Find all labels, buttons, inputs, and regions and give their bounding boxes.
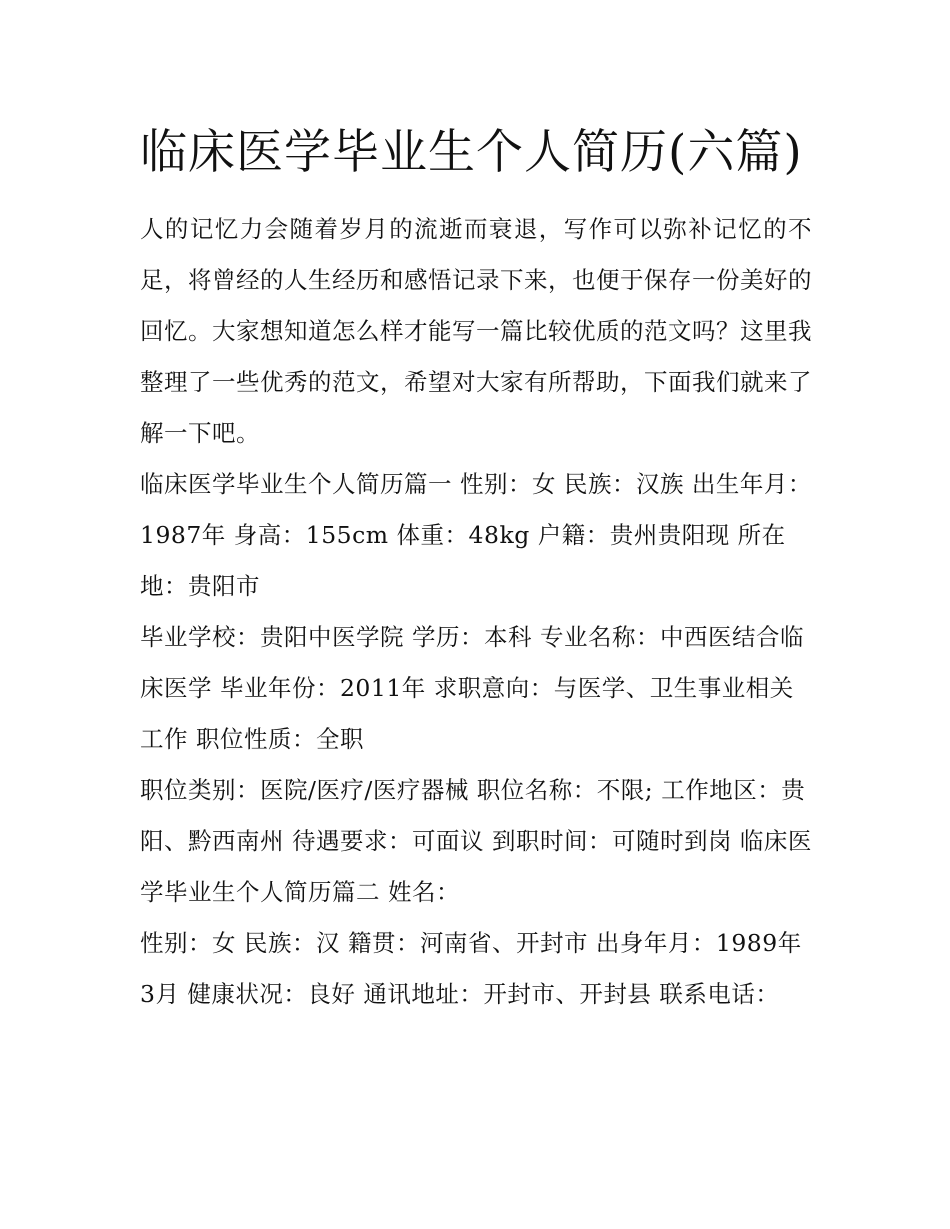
resume-education-paragraph: 毕业学校：贵阳中医学院 学历：本科 专业名称：中西医结合临床医学 毕业年份：2011年 求职意向：与医学、卫生事业相关工作 职位性质：全职 <box>140 623 804 753</box>
resume-job-preference-paragraph: 职位类别：医院/医疗/医疗器械 职位名称：不限; 工作地区：贵阳、黔西南州 待遇要求：可面议 到职时间：可随时到岗 临床医学毕业生个人简历篇二 姓名： <box>140 776 812 906</box>
document-page <box>140 112 812 1020</box>
resume-basic-info-paragraph: 临床医学毕业生个人简历篇一 性别：女 民族：汉族 出生年月：1987年 身高：155cm 体重：48kg 户籍：贵州贵阳现 所在地：贵阳市 <box>140 470 812 600</box>
resume-personal-info-paragraph: 性别：女 民族：汉 籍贯：河南省、开封市 出身年月：1989年3月 健康状况：良好 通讯地址：开封市、开封县 联系电话： <box>140 929 802 1008</box>
intro-paragraph: 人的记忆力会随着岁月的流逝而衰退，写作可以弥补记忆的不足，将曾经的人生经历和感悟记录下来，也便于保存一份美好的回忆。大家想知道怎么样才能写一篇比较优质的范文吗？这里我整理了一些优秀的范文，希望对大家有所帮助，下面我们就来了解一下吧。 <box>140 215 812 447</box>
document-title: 临床医学毕业生个人简历(六篇) <box>140 125 803 180</box>
